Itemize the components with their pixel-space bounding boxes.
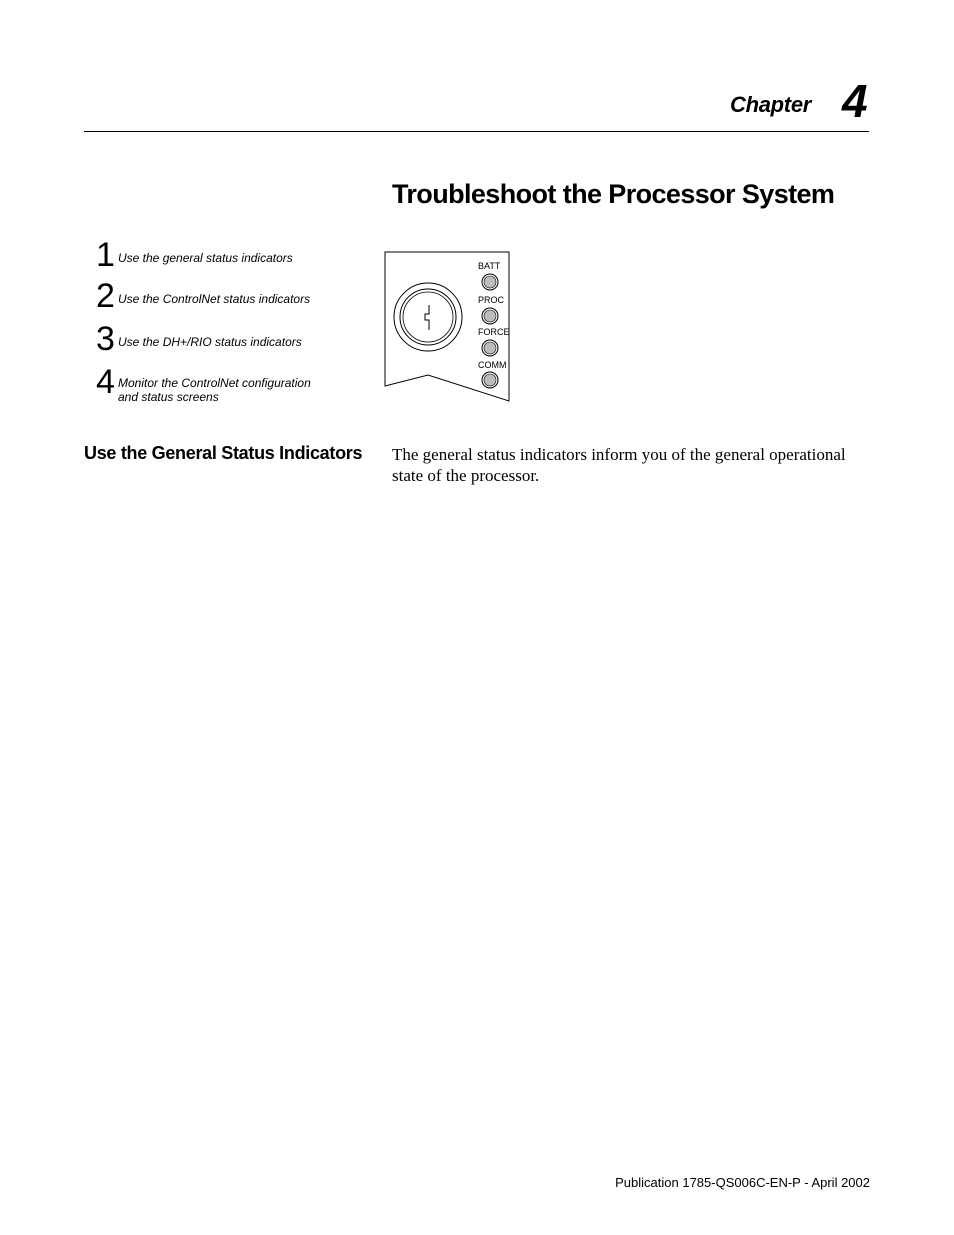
chapter-rule bbox=[84, 131, 869, 132]
chapter-number: 4 bbox=[842, 75, 868, 127]
page-title: Troubleshoot the Processor System bbox=[392, 179, 835, 209]
roadmap-text: Use the DH+/RIO status indicators bbox=[118, 335, 302, 349]
batt-led-icon bbox=[482, 274, 498, 290]
section-body: The general status indicators inform you of the general operational state of the processor. bbox=[392, 445, 846, 485]
roadmap-number: 1 bbox=[96, 236, 115, 274]
led-label: COMM bbox=[478, 360, 507, 370]
roadmap-text: Monitor the ControlNet configuration bbox=[118, 376, 311, 390]
proc-led-icon bbox=[482, 308, 498, 324]
led-label: BATT bbox=[478, 261, 501, 271]
roadmap-number: 4 bbox=[96, 363, 115, 401]
led-label: FORCE bbox=[478, 327, 510, 337]
led-label: PROC bbox=[478, 295, 505, 305]
roadmap-number: 2 bbox=[96, 277, 115, 315]
roadmap-text: and status screens bbox=[118, 390, 219, 404]
force-led-icon bbox=[482, 340, 498, 356]
chapter-label: Chapter bbox=[730, 92, 812, 117]
roadmap-text: Use the general status indicators bbox=[118, 251, 293, 265]
processor-front-panel-figure bbox=[384, 251, 512, 403]
roadmap-text: Use the ControlNet status indicators bbox=[118, 292, 311, 306]
comm-led-icon bbox=[482, 372, 498, 388]
publication-footer: Publication 1785-QS006C-EN-P - April 2002 bbox=[615, 1175, 870, 1190]
section-heading: Use the General Status Indicators bbox=[84, 443, 363, 463]
roadmap-number: 3 bbox=[96, 320, 115, 358]
